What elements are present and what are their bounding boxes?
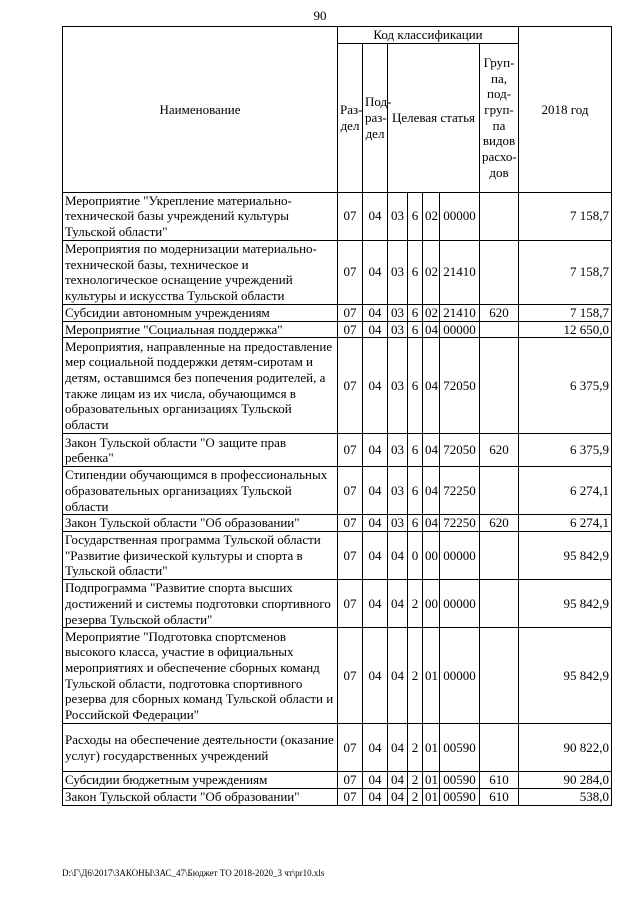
table-row	[63, 321, 612, 338]
cell-amount: 95 842,9	[519, 532, 612, 580]
table-row	[63, 304, 612, 321]
cell-podrazdel: 04	[363, 515, 388, 532]
cell-target-subprogram: 6	[408, 338, 423, 434]
cell-podrazdel: 04	[363, 338, 388, 434]
cell-amount: 95 842,9	[519, 628, 612, 724]
cell-target-program: 04	[388, 628, 408, 724]
cell-target-subprogram: 6	[408, 304, 423, 321]
table-row	[63, 772, 612, 789]
cell-name: Мероприятия по модернизации материально-технической базы, техническое и технологическое оснащение учреждений культуры и искусства Тульской области	[63, 240, 338, 304]
cell-razdel: 07	[338, 788, 363, 805]
cell-expense-group: 620	[480, 434, 519, 467]
cell-razdel: 07	[338, 434, 363, 467]
header-target-article: Целевая статья	[388, 43, 480, 192]
cell-target-program: 03	[388, 321, 408, 338]
cell-expense-group	[480, 724, 519, 772]
cell-target-direction: 21410	[440, 304, 480, 321]
cell-target-event: 04	[423, 321, 440, 338]
cell-target-event: 01	[423, 788, 440, 805]
cell-target-event: 04	[423, 467, 440, 515]
header-razdel: Раз-дел	[338, 43, 363, 192]
file-path-footer: D:\Г\Д6\2017\ЗАКОНЫ\ЗАС_47\Бюджет ТО 2018-2020_3 чт\pr10.xls	[62, 868, 325, 878]
cell-target-direction: 00000	[440, 628, 480, 724]
cell-podrazdel: 04	[363, 304, 388, 321]
cell-amount: 12 650,0	[519, 321, 612, 338]
cell-expense-group: 610	[480, 772, 519, 789]
cell-razdel: 07	[338, 338, 363, 434]
cell-razdel: 07	[338, 304, 363, 321]
cell-target-program: 03	[388, 515, 408, 532]
cell-name: Государственная программа Тульской области "Развитие физической культуры и спорта в Тульской области"	[63, 532, 338, 580]
cell-amount: 90 284,0	[519, 772, 612, 789]
cell-expense-group: 610	[480, 788, 519, 805]
cell-target-direction: 00000	[440, 192, 480, 240]
cell-name: Субсидии бюджетным учреждениям	[63, 772, 338, 789]
cell-podrazdel: 04	[363, 192, 388, 240]
cell-target-event: 02	[423, 240, 440, 304]
cell-target-event: 01	[423, 628, 440, 724]
cell-target-event: 00	[423, 580, 440, 628]
cell-target-event: 00	[423, 532, 440, 580]
cell-name: Закон Тульской области "О защите прав ребенка"	[63, 434, 338, 467]
table-row	[63, 467, 612, 515]
cell-target-program: 03	[388, 338, 408, 434]
cell-razdel: 07	[338, 772, 363, 789]
header-classification-code: Код классификации	[338, 27, 519, 44]
cell-expense-group: 620	[480, 304, 519, 321]
cell-target-direction: 72050	[440, 338, 480, 434]
table-row	[63, 192, 612, 240]
cell-target-direction: 72250	[440, 515, 480, 532]
cell-target-subprogram: 2	[408, 628, 423, 724]
cell-name: Закон Тульской области "Об образовании"	[63, 515, 338, 532]
cell-razdel: 07	[338, 192, 363, 240]
cell-razdel: 07	[338, 628, 363, 724]
cell-podrazdel: 04	[363, 532, 388, 580]
cell-name: Мероприятия, направленные на предоставление мер социальной поддержки детям-сиротам и детям, оставшимся без попечения родителей, а также лицам из их числа, обучающимся в образовательных организациях Тульской области	[63, 338, 338, 434]
cell-name: Закон Тульской области "Об образовании"	[63, 788, 338, 805]
cell-expense-group: 620	[480, 515, 519, 532]
cell-amount: 6 375,9	[519, 338, 612, 434]
cell-name: Стипендии обучающимся в профессиональных образовательных организациях Тульской области	[63, 467, 338, 515]
cell-target-event: 04	[423, 515, 440, 532]
cell-amount: 6 274,1	[519, 467, 612, 515]
cell-target-program: 04	[388, 788, 408, 805]
cell-amount: 7 158,7	[519, 240, 612, 304]
cell-razdel: 07	[338, 724, 363, 772]
cell-expense-group	[480, 192, 519, 240]
cell-target-subprogram: 6	[408, 321, 423, 338]
table-row	[63, 788, 612, 805]
cell-target-direction: 00000	[440, 532, 480, 580]
cell-target-program: 03	[388, 192, 408, 240]
cell-podrazdel: 04	[363, 628, 388, 724]
cell-razdel: 07	[338, 467, 363, 515]
cell-podrazdel: 04	[363, 467, 388, 515]
cell-amount: 7 158,7	[519, 192, 612, 240]
cell-target-subprogram: 6	[408, 240, 423, 304]
cell-name: Субсидии автономным учреждениям	[63, 304, 338, 321]
cell-target-program: 03	[388, 240, 408, 304]
table-row	[63, 515, 612, 532]
cell-target-direction: 72250	[440, 467, 480, 515]
cell-amount: 95 842,9	[519, 580, 612, 628]
cell-expense-group	[480, 467, 519, 515]
cell-target-subprogram: 0	[408, 532, 423, 580]
cell-target-direction: 00590	[440, 788, 480, 805]
page-number: 90	[313, 8, 327, 23]
cell-target-program: 04	[388, 532, 408, 580]
table-row	[63, 628, 612, 724]
cell-amount: 6 274,1	[519, 515, 612, 532]
header-year: 2018 год	[519, 27, 612, 193]
cell-podrazdel: 04	[363, 434, 388, 467]
cell-target-event: 01	[423, 772, 440, 789]
cell-target-direction: 00000	[440, 321, 480, 338]
cell-target-program: 03	[388, 467, 408, 515]
cell-podrazdel: 04	[363, 321, 388, 338]
cell-podrazdel: 04	[363, 724, 388, 772]
cell-target-program: 04	[388, 772, 408, 789]
cell-amount: 7 158,7	[519, 304, 612, 321]
table-row	[63, 724, 612, 772]
cell-razdel: 07	[338, 532, 363, 580]
cell-target-program: 03	[388, 434, 408, 467]
cell-expense-group	[480, 240, 519, 304]
cell-target-program: 04	[388, 580, 408, 628]
cell-expense-group	[480, 338, 519, 434]
table-row	[63, 240, 612, 304]
cell-target-direction: 00000	[440, 580, 480, 628]
header-name: Наименование	[63, 27, 338, 193]
cell-podrazdel: 04	[363, 580, 388, 628]
cell-target-program: 04	[388, 724, 408, 772]
cell-target-event: 01	[423, 724, 440, 772]
cell-amount: 6 375,9	[519, 434, 612, 467]
cell-name: Мероприятие "Социальная поддержка"	[63, 321, 338, 338]
table-row	[63, 580, 612, 628]
budget-table	[62, 26, 612, 806]
cell-name: Подпрограмма "Развитие спорта высших достижений и системы подготовки спортивного резерва Тульской области"	[63, 580, 338, 628]
header-expense-group: Груп-па, под-груп-па видов расхо-дов	[480, 43, 519, 192]
cell-target-direction: 00590	[440, 772, 480, 789]
cell-target-subprogram: 6	[408, 467, 423, 515]
cell-target-direction: 72050	[440, 434, 480, 467]
cell-target-event: 04	[423, 338, 440, 434]
cell-target-event: 02	[423, 192, 440, 240]
cell-podrazdel: 04	[363, 240, 388, 304]
table-row	[63, 532, 612, 580]
table-row	[63, 434, 612, 467]
cell-podrazdel: 04	[363, 772, 388, 789]
cell-expense-group	[480, 628, 519, 724]
cell-podrazdel: 04	[363, 788, 388, 805]
cell-target-subprogram: 2	[408, 788, 423, 805]
cell-target-event: 02	[423, 304, 440, 321]
cell-target-subprogram: 6	[408, 434, 423, 467]
cell-expense-group	[480, 532, 519, 580]
cell-razdel: 07	[338, 321, 363, 338]
cell-expense-group	[480, 321, 519, 338]
cell-name: Мероприятие "Укрепление материально-технической базы учреждений культуры Тульской области"	[63, 192, 338, 240]
cell-amount: 538,0	[519, 788, 612, 805]
table-row	[63, 338, 612, 434]
cell-razdel: 07	[338, 515, 363, 532]
cell-target-event: 04	[423, 434, 440, 467]
cell-target-subprogram: 2	[408, 580, 423, 628]
cell-target-subprogram: 2	[408, 772, 423, 789]
cell-target-subprogram: 2	[408, 724, 423, 772]
cell-expense-group	[480, 580, 519, 628]
cell-target-direction: 00590	[440, 724, 480, 772]
cell-razdel: 07	[338, 240, 363, 304]
cell-name: Мероприятие "Подготовка спортсменов высокого класса, участие в официальных мероприятиях и обеспечение сборных команд Тульской области, подготовка спортивного резерва для сборных команд Тульской области и Российской Федерации"	[63, 628, 338, 724]
cell-target-program: 03	[388, 304, 408, 321]
cell-amount: 90 822,0	[519, 724, 612, 772]
cell-target-subprogram: 6	[408, 192, 423, 240]
cell-razdel: 07	[338, 580, 363, 628]
header-podrazdel: Под-раз-дел	[363, 43, 388, 192]
cell-target-subprogram: 6	[408, 515, 423, 532]
cell-target-direction: 21410	[440, 240, 480, 304]
cell-name: Расходы на обеспечение деятельности (оказание услуг) государственных учреждений	[63, 724, 338, 772]
